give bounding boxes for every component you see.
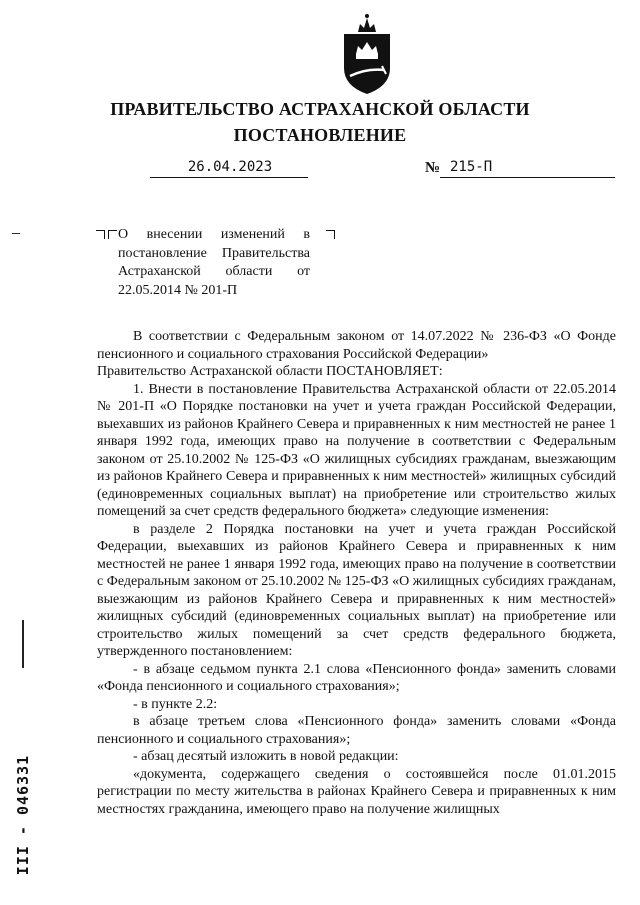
date-underline bbox=[150, 177, 308, 178]
clause-1-paragraph: 1. Внести в постановление Правительства Астраханской области от 22.05.2014 № 201-П «О Порядке постановки на учет и учета граждан Российской Федерации, выехавших из районов Крайнего Севера и приравненных к ним местностей не ранее 1 января 1992 года, имеющих право на получение в соответствии с Федеральным законом от 25.10.2002 № 125-ФЗ «О жилищных субсидиях гражданам, выезжающим из районов Крайнего Севера и приравненных к ним местностей» жилищных субсидий (единовременных социальных выплат) на приобретение или строительство жилых помещений за счет средств федерального бюджета» следующие изменения: bbox=[97, 381, 616, 519]
document-body bbox=[97, 328, 616, 818]
section-2-paragraph: в разделе 2 Порядка постановки на учет и учета граждан Российской Федерации, выехавших из районов Крайнего Севера и приравненных к ним местностей не ранее 1 января 1992 года, имеющих право на получение в соответствии с Федеральным законом от 25.10.2002 № 125-ФЗ «О жилищных субсидиях гражданам, выезжающим из районов Крайнего Севера и приравненных к ним местностей» жилищных субсидий (единовременных социальных выплат) на приобретение или строительство жилых помещений за счет средств федерального бюджета, утвержденного постановлением: bbox=[97, 521, 616, 659]
coat-of-arms-icon bbox=[336, 10, 398, 96]
preamble-paragraph: В соответствии с Федеральным законом от 14.07.2022 № 236-ФЗ «О Фонде пенсионного и социального страхования Российской Федерации» bbox=[97, 329, 616, 362]
margin-tick bbox=[12, 233, 20, 234]
resolution-paragraph: Правительство Астраханской области ПОСТАНОВЛЯЕТ: bbox=[97, 364, 443, 379]
amendment-paragraph: - в абзаце седьмом пункта 2.1 слова «Пенсионного фонда» заменить словами «Фонда пенсионного и социального страхования»; bbox=[97, 661, 616, 694]
quoted-paragraph: «документа, содержащего сведения о состоявшейся после 01.01.2015 регистрации по месту жительства в районах Крайнего Севера и приравненных к ним местностях гражданина, имеющего право на получение жилищных bbox=[97, 766, 616, 817]
document-header bbox=[0, 96, 640, 148]
number-label: № bbox=[425, 160, 441, 176]
document-type: ПОСТАНОВЛЕНИЕ bbox=[233, 125, 407, 145]
side-serial-number bbox=[8, 740, 38, 890]
amendment-paragraph: - абзац десятый изложить в новой редакции: bbox=[133, 749, 399, 764]
corner-mark-left-inner bbox=[108, 230, 117, 239]
corner-mark-right bbox=[326, 230, 335, 239]
document-subject: О внесении изменений в постановление Правительства Астраханской области от 22.05.2014 № 201-П bbox=[118, 227, 310, 298]
government-title: ПРАВИТЕЛЬСТВО АСТРАХАНСКОЙ ОБЛАСТИ bbox=[110, 99, 530, 119]
side-serial-text: III - 046331 bbox=[14, 754, 32, 876]
document-date: 26.04.2023 bbox=[187, 159, 273, 175]
amendment-paragraph: - в пункте 2.2: bbox=[133, 696, 218, 712]
corner-mark-left bbox=[96, 230, 105, 239]
document-number: 215-П bbox=[450, 159, 493, 175]
margin-bar bbox=[22, 620, 24, 668]
amendment-paragraph: в абзаце третьем слова «Пенсионного фонда» заменить словами «Фонда пенсионного и социального страхования»; bbox=[97, 714, 616, 747]
number-underline bbox=[440, 177, 615, 178]
